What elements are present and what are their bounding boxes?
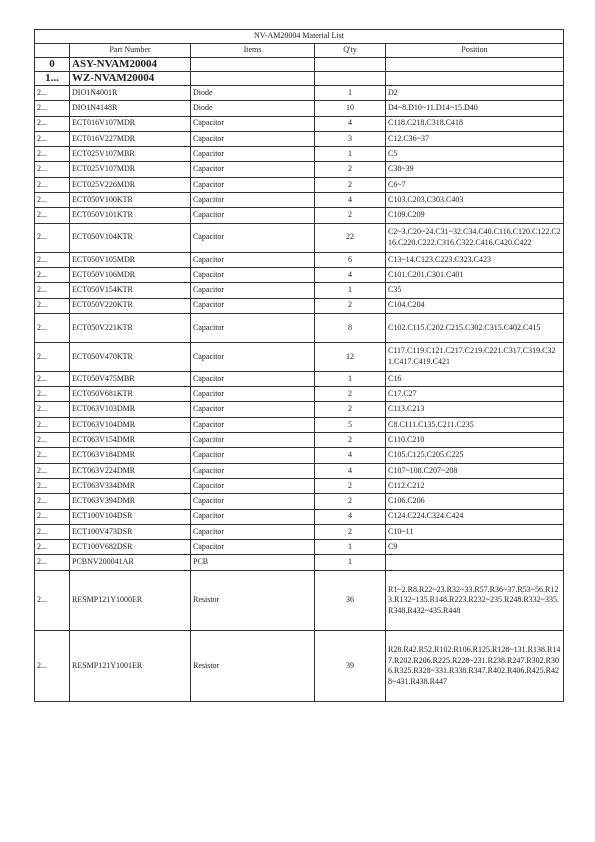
header-position: Position [386, 44, 564, 58]
position: C105.C125.C205.C225 [386, 448, 564, 463]
position: C107~108.C207~208 [386, 463, 564, 478]
position: C101.C201.C301.C401 [386, 267, 564, 282]
position: D2 [386, 86, 564, 101]
quantity: 3 [315, 131, 386, 146]
item-type: Capacitor [191, 494, 315, 509]
material-list-table [34, 29, 564, 702]
quantity: 2 [315, 494, 386, 509]
position: C110.C210 [386, 433, 564, 448]
row-index: 2... [35, 402, 70, 417]
table-row [35, 267, 564, 282]
item-type: Capacitor [191, 402, 315, 417]
item-type: Capacitor [191, 267, 315, 282]
table-row [35, 463, 564, 478]
item-type: PCB [191, 555, 315, 570]
position: C10~11 [386, 524, 564, 539]
part-number: DIO1N4148R [70, 101, 191, 116]
position: C109.C209 [386, 208, 564, 223]
table-row [35, 387, 564, 402]
row-index: 2... [35, 524, 70, 539]
part-number: ECT050V101KTR [70, 208, 191, 223]
row-index: 2... [35, 116, 70, 131]
position: C17.C27 [386, 387, 564, 402]
table-row [35, 86, 564, 101]
part-number: ECT016V227MDR [70, 131, 191, 146]
part-number: ECT025V107MBR [70, 147, 191, 162]
position: C112.C212 [386, 478, 564, 493]
position: C102.C115.C202.C215.C302.C315.C402.C415 [386, 313, 564, 342]
part-number: ECT100V473DSR [70, 524, 191, 539]
item-type: Resistor [191, 631, 315, 702]
part-number: ECT100V104DSR [70, 509, 191, 524]
position: C124.C224.C324.C424 [386, 509, 564, 524]
header-part-number: Part Number [70, 44, 191, 58]
row-index: 2... [35, 509, 70, 524]
row-index: 2... [35, 267, 70, 282]
item-type: Capacitor [191, 387, 315, 402]
part-number: ECT050V220KTR [70, 298, 191, 313]
quantity: 8 [315, 313, 386, 342]
quantity: 4 [315, 509, 386, 524]
row-index: 2... [35, 387, 70, 402]
part-number: RESMP121Y1000ER [70, 570, 191, 631]
item-type: Capacitor [191, 147, 315, 162]
row-index: 2... [35, 631, 70, 702]
part-number: ECT050V154KTR [70, 283, 191, 298]
quantity: 1 [315, 147, 386, 162]
table-row [35, 58, 564, 72]
part-number: ECT050V475MBR [70, 371, 191, 386]
item-type: Capacitor [191, 283, 315, 298]
table-row [35, 342, 564, 371]
part-number: ECT063V394DMR [70, 494, 191, 509]
position: C117.C119.C121.C217.C219.C221.C317.C319.C321.C417.C419.C421 [386, 342, 564, 371]
row-index: 2... [35, 298, 70, 313]
quantity: 4 [315, 463, 386, 478]
quantity: 1 [315, 283, 386, 298]
part-number: ECT050V104KTR [70, 223, 191, 252]
items-cell [191, 72, 315, 86]
table-row [35, 417, 564, 432]
quantity: 2 [315, 433, 386, 448]
position: C106.C206 [386, 494, 564, 509]
part-number: ECT050V106MDR [70, 267, 191, 282]
row-index: 0 [35, 58, 70, 72]
position: C113.C213 [386, 402, 564, 417]
quantity: 36 [315, 570, 386, 631]
table-row [35, 101, 564, 116]
item-type: Capacitor [191, 252, 315, 267]
part-number: ECT100V682DSR [70, 540, 191, 555]
table-row [35, 283, 564, 298]
item-type: Diode [191, 86, 315, 101]
part-number: ECT050V681KTR [70, 387, 191, 402]
quantity: 4 [315, 267, 386, 282]
part-number: ASY-NVAM20004 [70, 58, 191, 72]
part-number: ECT050V221KTR [70, 313, 191, 342]
position: C8.C111.C135.C211.C235 [386, 417, 564, 432]
item-type: Capacitor [191, 116, 315, 131]
table-row [35, 540, 564, 555]
item-type: Capacitor [191, 313, 315, 342]
row-index: 2... [35, 417, 70, 432]
row-index: 2... [35, 252, 70, 267]
row-index: 2... [35, 494, 70, 509]
quantity: 1 [315, 555, 386, 570]
header-index [35, 44, 70, 58]
table-row [35, 524, 564, 539]
position: R28.R42.R52.R102.R106.R125.R128~131.R138.R147.R202.R206.R225.R228~231.R238.R247.R302.R306.R325.R328~331.R338.R347.R402.R406.R425.R428~431.R438.R447 [386, 631, 564, 702]
quantity: 2 [315, 208, 386, 223]
item-type: Capacitor [191, 177, 315, 192]
row-index: 2... [35, 208, 70, 223]
quantity: 22 [315, 223, 386, 252]
quantity: 4 [315, 116, 386, 131]
table-row [35, 448, 564, 463]
table-row [35, 223, 564, 252]
part-number: RESMP121Y1001ER [70, 631, 191, 702]
row-index: 2... [35, 478, 70, 493]
item-type: Capacitor [191, 223, 315, 252]
table-row [35, 509, 564, 524]
table-row [35, 193, 564, 208]
item-type: Capacitor [191, 131, 315, 146]
quantity: 2 [315, 402, 386, 417]
table-row [35, 313, 564, 342]
row-index: 1... [35, 72, 70, 86]
part-number: ECT050V100KTR [70, 193, 191, 208]
quantity: 4 [315, 448, 386, 463]
item-type: Capacitor [191, 463, 315, 478]
qty-cell [315, 72, 386, 86]
quantity: 6 [315, 252, 386, 267]
item-type: Capacitor [191, 448, 315, 463]
item-type: Capacitor [191, 162, 315, 177]
position: C104.C204 [386, 298, 564, 313]
part-number: ECT063V334DMR [70, 478, 191, 493]
table-row [35, 131, 564, 146]
part-number: PCBNV200041AR [70, 555, 191, 570]
quantity: 1 [315, 86, 386, 101]
position: C118.C218.C318.C418 [386, 116, 564, 131]
part-number: ECT063V103DMR [70, 402, 191, 417]
row-index: 2... [35, 555, 70, 570]
position: C38~39 [386, 162, 564, 177]
quantity: 2 [315, 524, 386, 539]
row-index: 2... [35, 433, 70, 448]
row-index: 2... [35, 313, 70, 342]
quantity: 2 [315, 162, 386, 177]
part-number: ECT063V184DMR [70, 448, 191, 463]
row-index: 2... [35, 448, 70, 463]
row-index: 2... [35, 162, 70, 177]
quantity: 2 [315, 387, 386, 402]
table-row [35, 371, 564, 386]
qty-cell [315, 58, 386, 72]
item-type: Capacitor [191, 193, 315, 208]
item-type: Capacitor [191, 478, 315, 493]
quantity: 4 [315, 193, 386, 208]
quantity: 39 [315, 631, 386, 702]
header-qty: Q'ty [315, 44, 386, 58]
quantity: 2 [315, 177, 386, 192]
row-index: 2... [35, 342, 70, 371]
position: C5 [386, 147, 564, 162]
quantity: 2 [315, 478, 386, 493]
item-type: Capacitor [191, 417, 315, 432]
row-index: 2... [35, 540, 70, 555]
item-type: Capacitor [191, 342, 315, 371]
table-row [35, 177, 564, 192]
item-type: Capacitor [191, 298, 315, 313]
position-cell [386, 58, 564, 72]
item-type: Capacitor [191, 509, 315, 524]
table-row [35, 72, 564, 86]
item-type: Capacitor [191, 371, 315, 386]
table-row [35, 147, 564, 162]
part-number: ECT050V470KTR [70, 342, 191, 371]
part-number: DIO1N4001R [70, 86, 191, 101]
row-index: 2... [35, 86, 70, 101]
table-row [35, 478, 564, 493]
row-index: 2... [35, 147, 70, 162]
position: C6~7 [386, 177, 564, 192]
position-cell [386, 72, 564, 86]
quantity: 2 [315, 298, 386, 313]
table-row [35, 433, 564, 448]
part-number: ECT025V226MDR [70, 177, 191, 192]
header-row [35, 44, 564, 58]
quantity: 10 [315, 101, 386, 116]
table-row [35, 298, 564, 313]
part-number: ECT016V107MDR [70, 116, 191, 131]
position: C12.C36~37 [386, 131, 564, 146]
table-row [35, 494, 564, 509]
position: D4~8.D10~11.D14~15.D40 [386, 101, 564, 116]
table-title: NV-AM20004 Material List [35, 30, 564, 44]
part-number: ECT063V104DMR [70, 417, 191, 432]
part-number: ECT025V107MDR [70, 162, 191, 177]
row-index: 2... [35, 223, 70, 252]
quantity: 5 [315, 417, 386, 432]
item-type: Capacitor [191, 540, 315, 555]
table-row [35, 208, 564, 223]
quantity: 1 [315, 371, 386, 386]
position: C103.C203.C303.C403 [386, 193, 564, 208]
item-type: Diode [191, 101, 315, 116]
item-type: Capacitor [191, 208, 315, 223]
position: R1~2.R8.R22~23.R32~33.R57.R36~37.R53~56.R123.R132~135.R148.R223.R232~235.R248.R332~335.R348.R432~435.R448 [386, 570, 564, 631]
position: C9 [386, 540, 564, 555]
row-index: 2... [35, 101, 70, 116]
position: C13~14.C123.C223.C323.C423 [386, 252, 564, 267]
header-items: Items [191, 44, 315, 58]
row-index: 2... [35, 177, 70, 192]
table-row [35, 555, 564, 570]
table-row [35, 252, 564, 267]
table-row [35, 402, 564, 417]
row-index: 2... [35, 283, 70, 298]
position: C35 [386, 283, 564, 298]
row-index: 2... [35, 131, 70, 146]
part-number: ECT050V105MDR [70, 252, 191, 267]
position: C2~3.C20~24.C31~32.C34.C40.C116.C120.C122.C216.C220.C222.C316.C322.C416.C420.C422 [386, 223, 564, 252]
position [386, 555, 564, 570]
quantity: 12 [315, 342, 386, 371]
item-type: Resistor [191, 570, 315, 631]
table-row [35, 116, 564, 131]
table-row [35, 162, 564, 177]
row-index: 2... [35, 193, 70, 208]
row-index: 2... [35, 371, 70, 386]
part-number: ECT063V154DMR [70, 433, 191, 448]
table-row [35, 570, 564, 631]
row-index: 2... [35, 570, 70, 631]
item-type: Capacitor [191, 524, 315, 539]
position: C16 [386, 371, 564, 386]
item-type: Capacitor [191, 433, 315, 448]
quantity: 1 [315, 540, 386, 555]
part-number: WZ-NVAM20004 [70, 72, 191, 86]
row-index: 2... [35, 463, 70, 478]
table-row [35, 631, 564, 702]
part-number: ECT063V224DMR [70, 463, 191, 478]
items-cell [191, 58, 315, 72]
